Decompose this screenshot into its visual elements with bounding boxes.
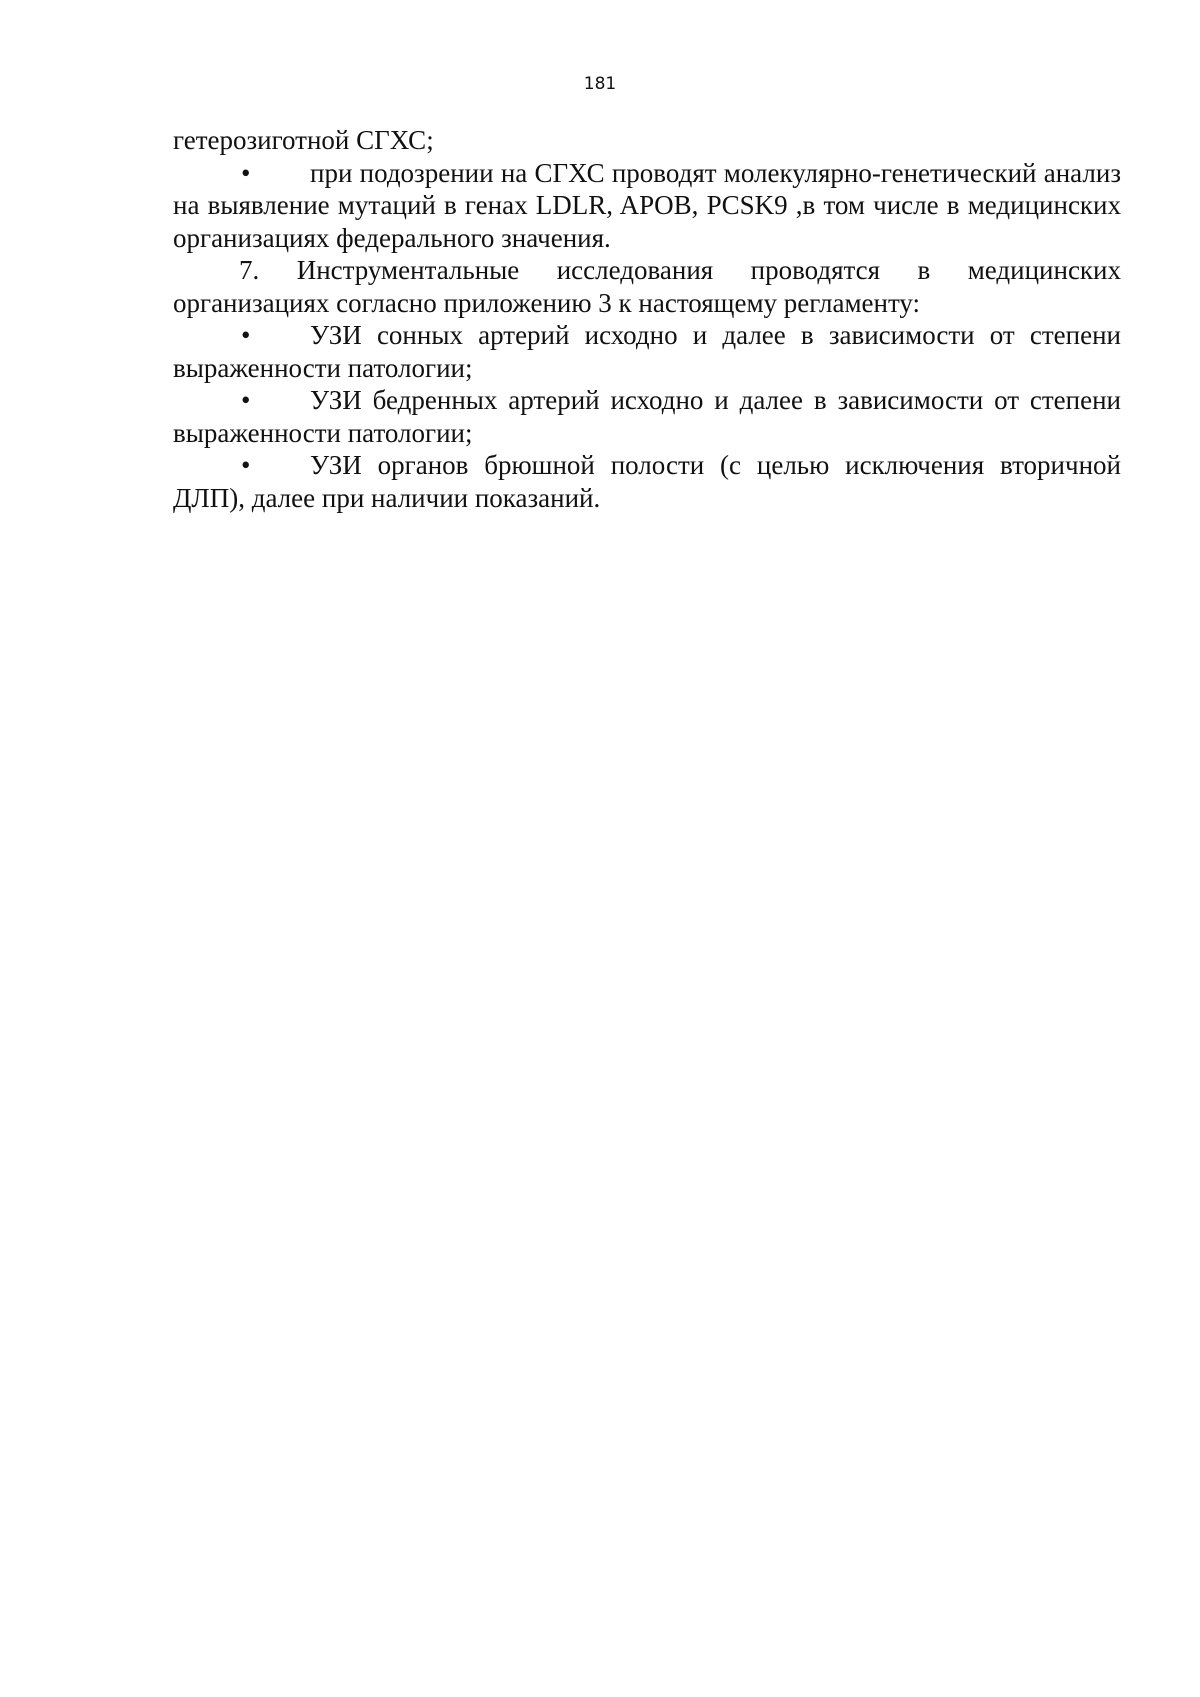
- bullet-item-abdominal-ultrasound: [173, 449, 1121, 514]
- bullet-icon: •: [241, 450, 251, 480]
- item-text: Инструментальные исследования проводятся в медицинских организациях согласно приложению 3 к настоящему регламенту:: [173, 255, 1122, 318]
- bullet-text: УЗИ органов брюшной полости (с целью исключения вторичной ДЛП), далее при наличии показаний.: [173, 450, 1121, 513]
- bullet-item-molecular-analysis: [173, 157, 1121, 255]
- item-number: 7.: [239, 255, 260, 285]
- page-number: 181: [583, 74, 617, 94]
- bullet-icon: •: [241, 157, 251, 188]
- bullet-text: при подозрении на СГХС проводят молекулярно-генетический анализ на выявление мутаций в генах LDLR, APOB, PCSK9 ,в том числе в медицинских организациях федерального значения.: [173, 157, 1121, 253]
- bullet-text: УЗИ сонных артерий исходно и далее в зависимости от степени выраженности патологии;: [173, 320, 1121, 383]
- numbered-item-7: [173, 254, 1121, 319]
- bullet-text: УЗИ бедренных артерий исходно и далее в зависимости от степени выраженности патологии;: [173, 385, 1121, 448]
- bullet-item-carotid-ultrasound: [173, 319, 1121, 384]
- bullet-item-femoral-ultrasound: [173, 384, 1121, 449]
- document-body: [173, 124, 1121, 514]
- continuation-paragraph: гетерозиготной СГХС;: [173, 125, 434, 155]
- bullet-icon: •: [241, 320, 251, 350]
- bullet-icon: •: [241, 385, 251, 415]
